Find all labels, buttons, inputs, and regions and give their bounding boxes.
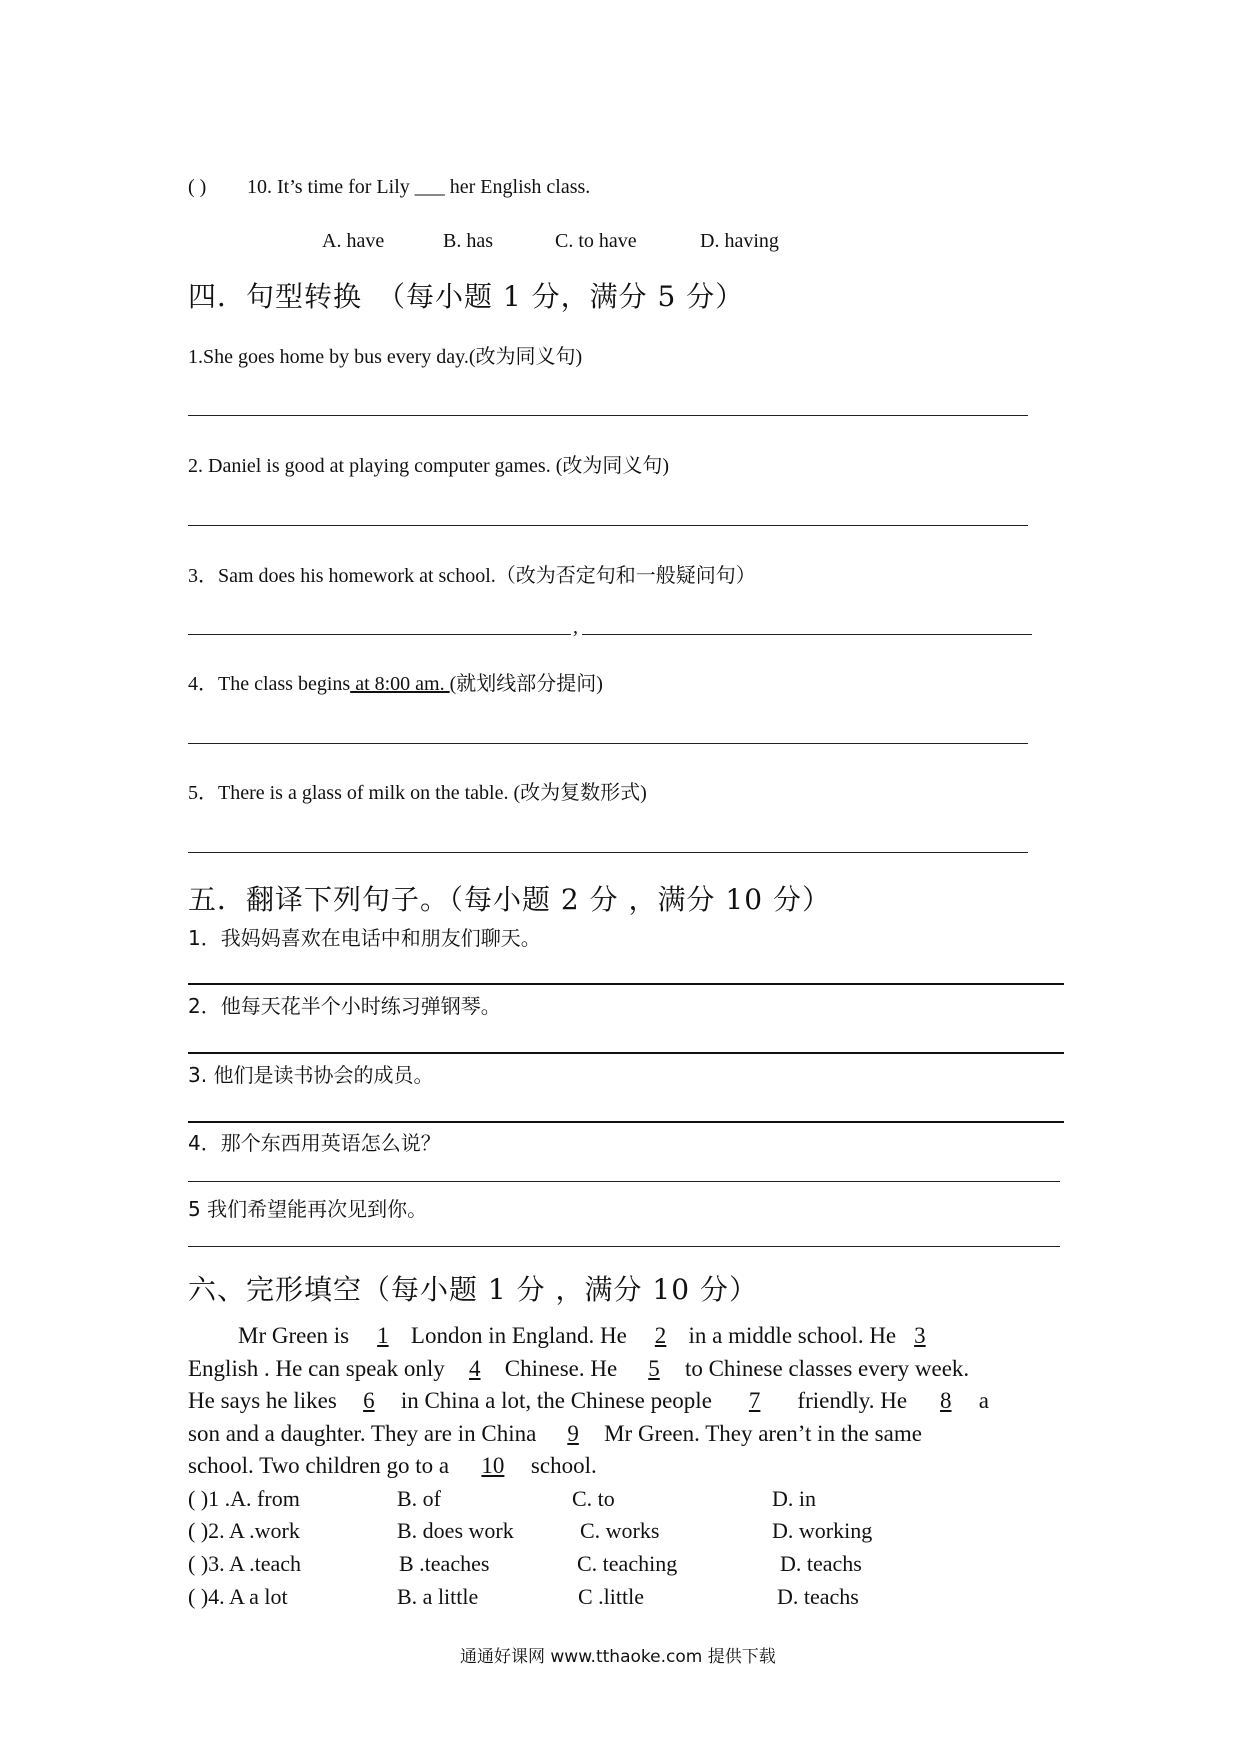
item4-prefix: 4．The class begins — [188, 673, 351, 695]
q10-option-d: D. having — [700, 230, 779, 252]
passage-text: son and a daughter. They are in China — [188, 1420, 537, 1446]
cloze-blank[interactable]: 7 — [748, 1388, 761, 1413]
q10-option-b: B. has — [443, 230, 493, 252]
choice-4-d: D. teachs — [777, 1584, 859, 1609]
passage-text: English . He can speak only — [188, 1355, 445, 1381]
answer-line — [188, 634, 571, 635]
cloze-blank[interactable]: 2 — [654, 1323, 667, 1348]
q10-paren: ( ) — [188, 176, 207, 198]
passage-line — [188, 1385, 1060, 1418]
passage-line — [188, 1353, 1060, 1386]
answer-line — [188, 852, 1028, 853]
q10-option-a: A. have — [322, 230, 385, 252]
section5-item4: 4．那个东西用英语怎么说？ — [188, 1131, 441, 1155]
cloze-blank[interactable]: 9 — [567, 1420, 579, 1446]
section5-item3: 3. 他们是读书协会的成员。 — [188, 1063, 434, 1087]
choice-1-b: B. of — [397, 1486, 441, 1511]
choice-2-a: ( )2. A .work — [188, 1518, 300, 1543]
passage-text: in China a lot, the Chinese people — [400, 1388, 712, 1413]
section5-title: 五．翻译下列句子。（每小题 2 分 ，满分 10 分） — [188, 883, 831, 916]
choice-2-c: C. works — [580, 1518, 660, 1543]
passage-line — [188, 1418, 1060, 1451]
cloze-blank[interactable]: 3 — [914, 1323, 926, 1348]
cloze-blank[interactable]: 1 — [377, 1323, 389, 1348]
answer-line — [188, 1181, 1060, 1182]
choice-1-a: ( )1 .A. from — [188, 1486, 300, 1511]
answer-line — [188, 983, 1064, 985]
footer-text: 通通好课网 www.tthaoke.com 提供下载 — [460, 1647, 776, 1667]
cloze-blank[interactable]: 10 — [481, 1453, 505, 1478]
section4-item1: 1.She goes home by bus every day.(改为同义句) — [188, 346, 583, 368]
passage-text: in a middle school. He — [688, 1323, 897, 1348]
cloze-blank[interactable]: 5 — [648, 1355, 660, 1381]
passage-text: London in England. He — [410, 1323, 627, 1348]
section5-item2: 2．他每天花半个小时练习弹钢琴。 — [188, 994, 501, 1018]
q10-text: 10. It’s time for Lily ___ her English class. — [247, 176, 591, 198]
cloze-passage — [188, 1320, 1060, 1483]
choice-3-d: D. teachs — [780, 1551, 862, 1576]
passage-text: Chinese. He — [504, 1355, 618, 1381]
choice-2-b: B. does work — [397, 1518, 514, 1543]
section4-title: 四．句型转换 （每小题 1 分，满分 5 分） — [188, 280, 745, 313]
passage-text: friendly. He — [797, 1388, 908, 1413]
passage-text: to Chinese classes every week. — [684, 1355, 970, 1381]
choice-2-d: D. working — [772, 1518, 873, 1543]
section5-item1: 1．我妈妈喜欢在电话中和朋友们聊天。 — [188, 926, 541, 950]
choice-4-a: ( )4. A a lot — [188, 1584, 288, 1609]
passage-line — [188, 1320, 1060, 1353]
passage-text: Mr Green is — [238, 1323, 350, 1348]
item4-suffix: (就划线部分提问) — [449, 673, 603, 695]
answer-line — [582, 634, 1032, 635]
choice-3-a: ( )3. A .teach — [188, 1551, 302, 1576]
section4-item4 — [188, 667, 603, 696]
choice-3-b: B .teaches — [399, 1551, 490, 1576]
passage-text: school. — [530, 1453, 597, 1478]
passage-text: a — [978, 1388, 990, 1413]
choice-1-d: D. in — [772, 1486, 816, 1511]
cloze-blank[interactable]: 6 — [363, 1388, 375, 1413]
choice-1-c: C. to — [572, 1486, 615, 1511]
item4-underlined-text: at 8:00 am. — [350, 673, 450, 695]
section4-item3: 3．Sam does his homework at school.（改为否定句和一般疑问句） — [188, 565, 756, 587]
passage-text: school. Two children go to a — [188, 1453, 450, 1478]
choice-4-c: C .little — [578, 1584, 644, 1609]
section4-item2: 2. Daniel is good at playing computer games. (改为同义句) — [188, 455, 670, 477]
section6-title: 六、完形填空（每小题 1 分 ，满分 10 分） — [188, 1273, 758, 1306]
answer-line — [188, 1121, 1064, 1123]
answer-line — [188, 525, 1028, 526]
comma: , — [573, 616, 578, 638]
passage-text: He says he likes — [188, 1388, 337, 1413]
section4-item5: 5．There is a glass of milk on the table. (改为复数形式) — [188, 782, 647, 804]
cloze-blank[interactable]: 8 — [940, 1388, 952, 1413]
q10-option-c: C. to have — [555, 230, 637, 252]
section5-item5: 5 我们希望能再次见到你。 — [188, 1197, 428, 1221]
answer-line — [188, 743, 1028, 744]
cloze-blank[interactable]: 4 — [469, 1355, 481, 1381]
answer-line — [188, 1052, 1064, 1054]
answer-line — [188, 1246, 1060, 1247]
passage-text: Mr Green. They aren’t in the same — [604, 1420, 922, 1446]
passage-line — [188, 1450, 1060, 1483]
choice-3-c: C. teaching — [577, 1551, 678, 1576]
choice-4-b: B. a little — [397, 1584, 479, 1609]
answer-line — [188, 415, 1028, 416]
